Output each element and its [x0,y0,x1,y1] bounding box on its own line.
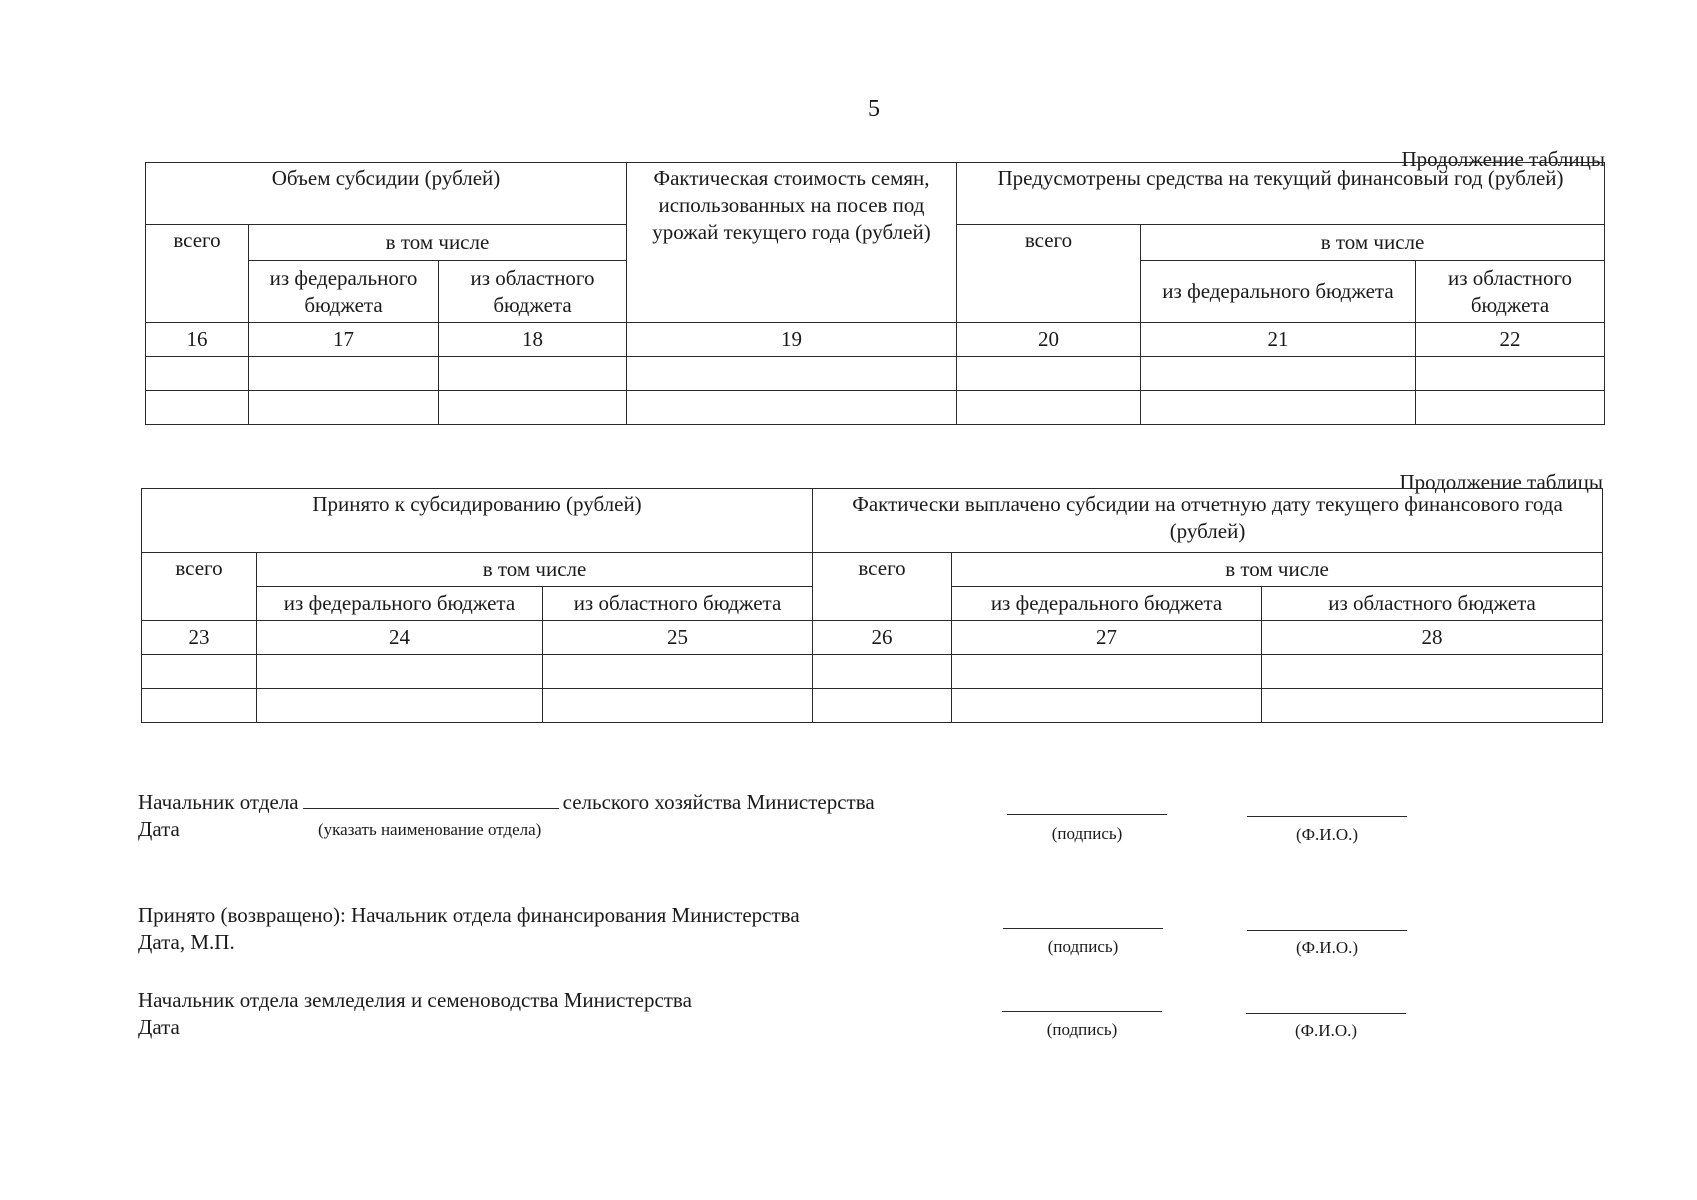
empty-cell [1262,689,1603,723]
block3-title: Начальник отдела земледелия и семеноводства Министерства [138,988,692,1012]
empty-cell [1141,357,1416,391]
header-federal-budget: из федерального бюджета [1141,261,1416,323]
empty-cell [257,655,543,689]
column-number-row [146,323,1605,357]
table-row [146,357,1605,391]
name-caption: (Ф.И.О.) [1295,825,1359,844]
header-regional-budget: из областного бюджета [1262,587,1603,621]
column-number: 21 [1141,323,1416,357]
column-number: 26 [813,621,952,655]
header-regional-budget: из областного бюджета [439,261,627,323]
empty-cell [627,391,957,425]
empty-cell [952,689,1262,723]
column-number: 19 [627,323,957,357]
farming-head-signature-block [138,987,692,1041]
block2-title: Принято (возвращено): Начальник отдела финансирования Министерства [138,903,800,927]
signature-caption: (подпись) [1047,937,1119,956]
name-caption: (Ф.И.О.) [1295,938,1359,957]
empty-cell [142,689,257,723]
signature-field[interactable] [1007,814,1167,815]
subsidy-volume-table [145,162,1605,425]
accepted-paid-table [141,488,1603,723]
block2-date-label: Дата, М.П. [138,930,235,954]
block3-date-label: Дата [138,1015,180,1039]
name-caption: (Ф.И.О.) [1294,1021,1358,1040]
name-field[interactable] [1247,816,1407,817]
header-including: в том числе [1141,225,1605,261]
empty-cell [813,655,952,689]
header-total: всего [142,553,257,621]
header-including: в том числе [249,225,627,261]
column-number: 24 [257,621,543,655]
empty-cell [1416,357,1605,391]
signature-field[interactable] [1002,1011,1162,1012]
block1-prefix: Начальник отдела [138,790,299,814]
column-number-row [142,621,1603,655]
empty-cell [952,655,1262,689]
column-number: 18 [439,323,627,357]
header-paid: Фактически выплачено субсидии на отчетную дату текущего финансового года (рублей) [813,489,1603,553]
continuation-label: Продолжение таблицы [1401,147,1605,171]
department-name-field[interactable] [303,788,559,809]
header-budgeted-funds: Предусмотрены средства на текущий финансовый год (рублей) [957,163,1605,225]
header-total: всего [146,225,249,323]
header-federal-budget: из федерального бюджета [257,587,543,621]
column-number: 23 [142,621,257,655]
header-including: в том числе [952,553,1603,587]
empty-cell [146,391,249,425]
header-seed-cost: Фактическая стоимость семян, использованных на посев под урожай текущего года (рублей) [627,163,957,323]
empty-cell [543,689,813,723]
empty-cell [249,357,439,391]
table-row [142,689,1603,723]
header-total: всего [957,225,1141,323]
page-number: 5 [868,96,880,122]
empty-cell [1416,391,1605,425]
continuation-label: Продолжение таблицы [1399,470,1603,494]
empty-cell [627,357,957,391]
department-name-hint: (указать наименование отдела) [318,820,542,839]
empty-cell [439,391,627,425]
block1-date-label: Дата [138,817,180,841]
header-regional-budget: из областного бюджета [1416,261,1605,323]
name-field[interactable] [1247,930,1407,931]
empty-cell [1262,655,1603,689]
column-number: 27 [952,621,1262,655]
column-number: 16 [146,323,249,357]
empty-cell [439,357,627,391]
header-accepted: Принято к субсидированию (рублей) [142,489,813,553]
empty-cell [813,689,952,723]
column-number: 20 [957,323,1141,357]
table-row [142,655,1603,689]
block1-suffix: сельского хозяйства Министерства [562,790,875,814]
signature-caption: (подпись) [1051,824,1123,843]
empty-cell [146,357,249,391]
empty-cell [957,391,1141,425]
header-subsidy-volume: Объем субсидии (рублей) [146,163,627,225]
column-number: 22 [1416,323,1605,357]
column-number: 25 [543,621,813,655]
column-number: 17 [249,323,439,357]
table-row [146,391,1605,425]
empty-cell [543,655,813,689]
signature-caption: (подпись) [1046,1020,1118,1039]
name-field[interactable] [1246,1013,1406,1014]
header-federal-budget: из федерального бюджета [952,587,1262,621]
finance-head-signature-block [138,902,800,956]
header-total: всего [813,553,952,621]
header-federal-budget: из федерального бюджета [249,261,439,323]
header-including: в том числе [257,553,813,587]
header-regional-budget: из областного бюджета [543,587,813,621]
column-number: 28 [1262,621,1603,655]
signature-field[interactable] [1003,928,1163,929]
empty-cell [257,689,543,723]
empty-cell [142,655,257,689]
empty-cell [957,357,1141,391]
empty-cell [1141,391,1416,425]
empty-cell [249,391,439,425]
